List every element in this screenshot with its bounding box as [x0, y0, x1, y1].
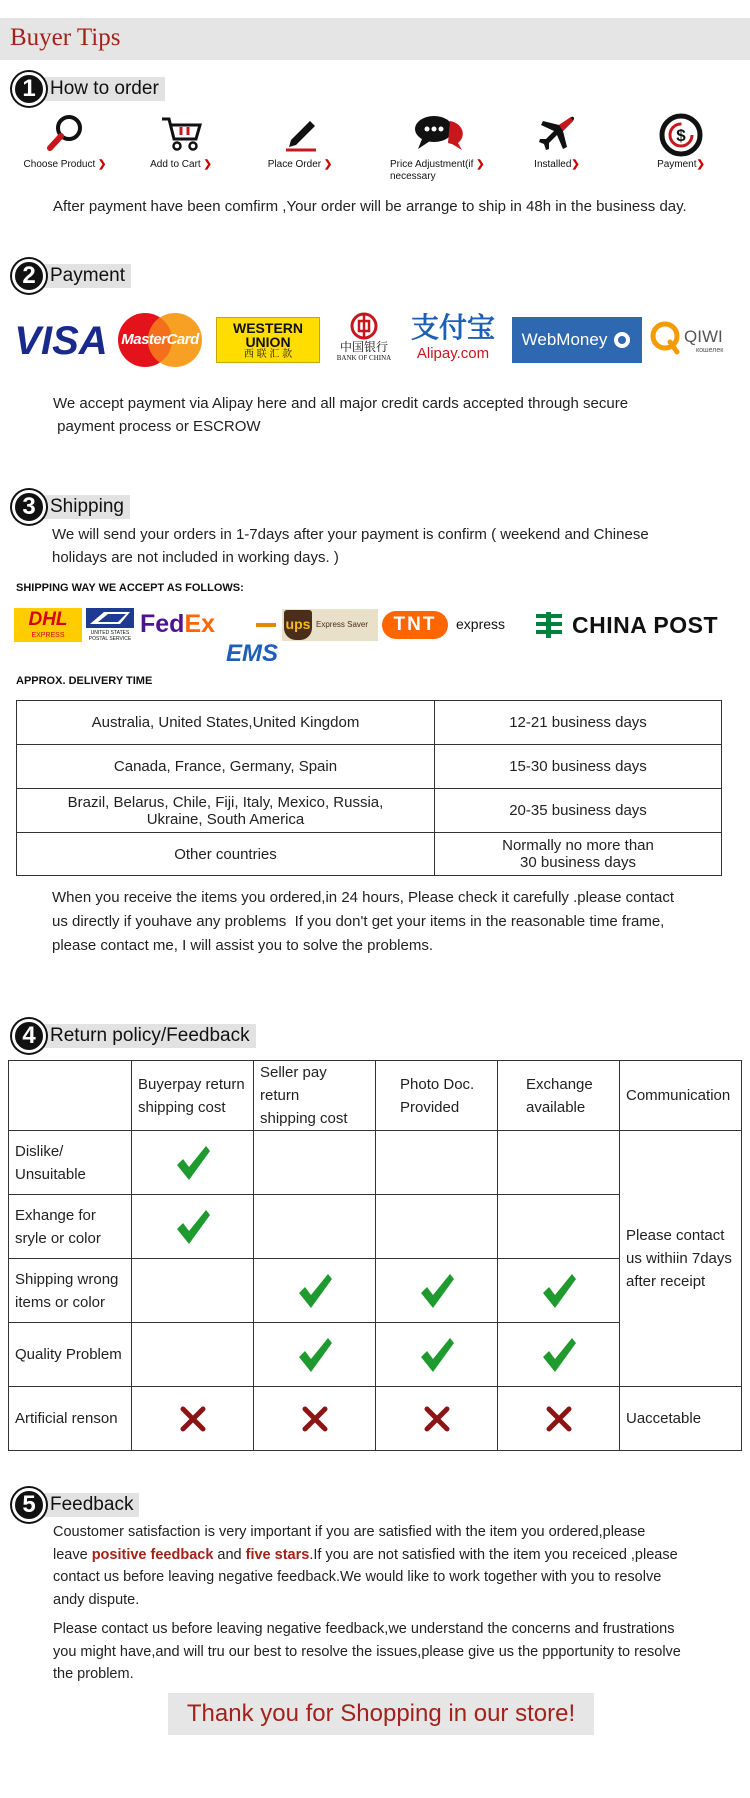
section-number-badge: 5: [12, 1488, 46, 1522]
header-cell: Photo Doc. Provided: [376, 1061, 498, 1131]
section-number-badge: 1: [12, 72, 46, 106]
step-place-order: [250, 113, 350, 171]
shipping-text: We will send your orders in 1-7days after your payment is confirm ( weekend and Chinese holidays are not included in working days. ): [52, 526, 649, 566]
step-add-to-cart: [131, 113, 231, 171]
cross-icon: [295, 1399, 335, 1439]
row-label-cell: Shipping wrong items or color: [9, 1259, 132, 1323]
region-cell: Canada, France, Germany, Spain: [17, 745, 435, 789]
section-number-badge: 3: [12, 490, 46, 524]
tnt-logo: TNT express: [382, 608, 512, 642]
section-title: Feedback: [34, 1493, 139, 1517]
time-cell: 20-35 business days: [435, 789, 722, 833]
table-row: [17, 701, 722, 745]
mark-cell: [254, 1195, 376, 1259]
step-label: Choose Product ❯: [23, 159, 107, 170]
shipping-after-text: When you receive the items you ordered,in 24 hours, Please check it carefully .please contact us directly if youhave any problems If you don't get your items in the reasonable time frame, please contact me, I will assist you to solve the problems.: [52, 889, 674, 954]
table-row: [17, 833, 722, 876]
header-cell: Communication: [620, 1061, 742, 1131]
chat-icon: [412, 113, 468, 153]
section-title: Payment: [34, 264, 131, 288]
airplane-icon: [537, 113, 577, 153]
cross-icon: [173, 1399, 213, 1439]
visa-logo: VISA: [14, 318, 108, 363]
time-cell: Normally no more than 30 business days: [435, 833, 722, 876]
mark-cell: [376, 1259, 498, 1323]
section-title: Shipping: [34, 495, 130, 519]
alipay-logo: 支付宝 Alipay.com: [410, 313, 495, 362]
qiwi-logo: QIWI кошелек: [650, 317, 742, 363]
section-return-policy-header: [12, 1019, 256, 1053]
step-label: Place Order ❯: [267, 159, 333, 170]
step-label: Price Adjustment(if ❯ necessary: [390, 159, 485, 182]
section-number-badge: 2: [12, 259, 46, 293]
mark-cell: [376, 1387, 498, 1451]
time-cell: 15-30 business days: [435, 745, 722, 789]
mark-cell: [132, 1131, 254, 1195]
region-cell: Australia, United States,United Kingdom: [17, 701, 435, 745]
svg-text:$: $: [676, 126, 686, 145]
ups-logo: ups Express Saver: [282, 609, 378, 641]
row-label-cell: Quality Problem: [9, 1323, 132, 1387]
table-header-row: [9, 1061, 742, 1131]
mark-cell: [132, 1195, 254, 1259]
section-number-badge: 4: [12, 1019, 46, 1053]
mark-cell: [254, 1387, 376, 1451]
region-cell: Other countries: [17, 833, 435, 876]
table-row: [9, 1387, 742, 1451]
mark-cell: [498, 1131, 620, 1195]
step-label: Add to Cart ❯: [150, 159, 212, 170]
checkmark-icon: [295, 1335, 335, 1375]
feedback-paragraph-1: Coustomer satisfaction is very important if you are satisfied with the item you ordered,please leave positive feedback and five stars.If you are not satisfied with the item you receiced ,please contact us before leaving negative feedback.We would like to work together with you to resolve andy dispute.: [53, 1524, 678, 1608]
mark-cell: [132, 1323, 254, 1387]
magnifier-icon: [45, 113, 85, 153]
row-label-cell: Exhange for sryle or color: [9, 1195, 132, 1259]
page-title: Buyer Tips: [10, 24, 121, 51]
row-label-cell: Artificial renson: [9, 1387, 132, 1451]
checkmark-icon: [417, 1271, 457, 1311]
mark-cell: [254, 1131, 376, 1195]
communication-cell: Please contact us withiin 7days after receipt: [620, 1131, 742, 1387]
bank-of-china-logo: 中国银行 BANK OF CHINA: [330, 312, 398, 370]
header-empty-cell: [9, 1061, 132, 1131]
cart-icon: [159, 113, 203, 153]
section-how-to-order-header: [12, 72, 165, 106]
region-cell: Brazil, Belarus, Chile, Fiji, Italy, Mexico, Russia, Ukraine, South America: [17, 789, 435, 833]
five-stars-emphasis: five stars: [245, 1546, 310, 1563]
checkmark-icon: [539, 1335, 579, 1375]
table-row: [17, 745, 722, 789]
order-note: After payment have been comfirm ,Your order will be arrange to ship in 48h in the business day.: [53, 198, 687, 215]
row-label-cell: Dislike/ Unsuitable: [9, 1131, 132, 1195]
checkmark-icon: [417, 1335, 457, 1375]
checkmark-icon: [173, 1207, 213, 1247]
ems-logo: EMS: [212, 609, 278, 639]
section-title: Return policy/Feedback: [34, 1024, 256, 1048]
mark-cell: [498, 1387, 620, 1451]
delivery-time-table: [16, 700, 722, 876]
mark-cell: [498, 1195, 620, 1259]
mark-cell: [498, 1259, 620, 1323]
checkmark-icon: [539, 1271, 579, 1311]
fedex-logo: FedEx: [140, 610, 216, 638]
dhl-logo: DHL EXPRESS: [14, 608, 82, 642]
mark-cell: [376, 1323, 498, 1387]
step-installed: [507, 113, 607, 171]
mark-cell: [254, 1259, 376, 1323]
table-row: [9, 1131, 742, 1195]
step-payment: [631, 113, 731, 171]
western-union-logo: WESTERN UNION 西 联 汇 款: [216, 317, 320, 363]
mark-cell: [132, 1387, 254, 1451]
section-title: How to order: [34, 77, 165, 101]
step-price-adjustment: [380, 113, 500, 183]
section-shipping-header: [12, 490, 130, 524]
dollar-icon: [659, 113, 703, 157]
step-choose-product: [15, 113, 115, 171]
header-cell: Exchange available: [498, 1061, 620, 1131]
feedback-paragraph-2: Please contact us before leaving negative feedback,we understand the concerns and frustrations you might have,and will tru our best to resolve the issues,please give us the ppportunity to resolve the problem.: [53, 1621, 681, 1682]
thank-you-banner: Thank you for Shopping in our store!: [168, 1693, 594, 1735]
webmoney-logo: WebMoney: [512, 317, 642, 363]
delivery-time-label: APPROX. DELIVERY TIME: [16, 675, 153, 687]
time-cell: 12-21 business days: [435, 701, 722, 745]
cross-icon: [539, 1399, 579, 1439]
mark-cell: [376, 1195, 498, 1259]
table-row: [17, 789, 722, 833]
china-post-logo: CHINA POST: [534, 608, 740, 642]
china-post-icon: [534, 610, 566, 640]
pencil-icon: [280, 113, 320, 153]
header-cell: Seller pay return shipping cost: [254, 1061, 376, 1131]
checkmark-icon: [173, 1143, 213, 1183]
mark-cell: [132, 1259, 254, 1323]
mark-cell: [376, 1131, 498, 1195]
step-label: Installed❯: [534, 159, 580, 170]
usps-logo: UNITED STATES POSTAL SERVICE: [84, 606, 136, 644]
section-feedback-header: [12, 1488, 139, 1522]
positive-feedback-emphasis: positive feedback: [91, 1546, 214, 1563]
section-payment-header: [12, 259, 131, 293]
cross-icon: [417, 1399, 457, 1439]
shipping-ways-label: SHIPPING WAY WE ACCEPT AS FOLLOWS:: [16, 582, 244, 594]
payment-text: We accept payment via Alipay here and all major credit cards accepted through secure payment process or ESCROW: [53, 395, 629, 435]
mark-cell: [498, 1323, 620, 1387]
communication-cell: Uaccetable: [620, 1387, 742, 1451]
return-policy-table: [8, 1060, 742, 1451]
checkmark-icon: [295, 1271, 335, 1311]
mark-cell: [254, 1323, 376, 1387]
step-label: Payment❯: [657, 159, 705, 170]
header-cell: Buyerpay return shipping cost: [132, 1061, 254, 1131]
mastercard-logo: MasterCard: [115, 312, 205, 368]
